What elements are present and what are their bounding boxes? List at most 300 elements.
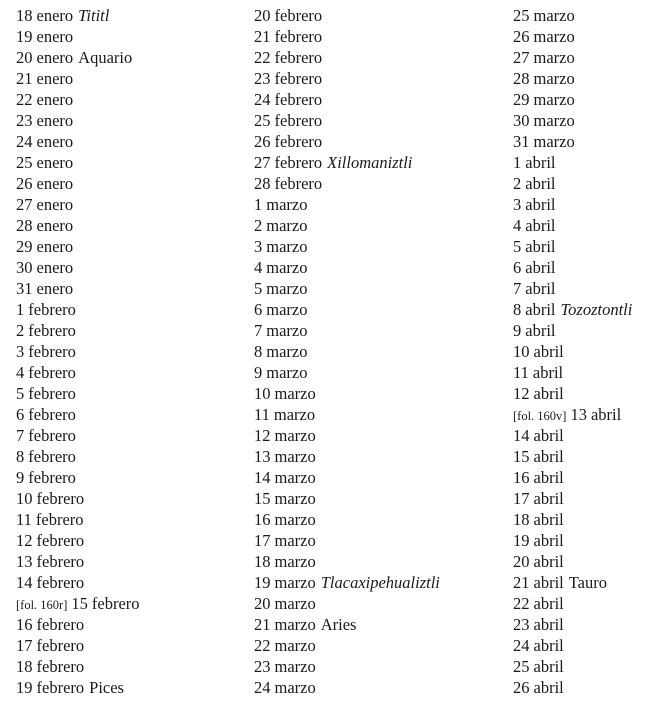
entry-day: 28 xyxy=(16,216,33,235)
entry-day: 8 xyxy=(16,447,25,466)
entry-day: 26 xyxy=(254,132,271,151)
entry-month: marzo xyxy=(266,216,308,235)
entry-day: 30 xyxy=(513,111,530,130)
calendar-column-1 xyxy=(16,5,140,698)
entry-day: 15 xyxy=(254,489,271,508)
entry-month: febrero xyxy=(274,174,323,193)
calendar-entry xyxy=(254,614,440,635)
calendar-entry xyxy=(513,215,632,236)
entry-month: febrero xyxy=(274,69,323,88)
entry-day: 5 xyxy=(513,237,522,256)
entry-month: marzo xyxy=(266,195,308,214)
calendar-entry xyxy=(513,194,632,215)
calendar-entry xyxy=(16,5,140,26)
calendar-entry xyxy=(513,446,632,467)
entry-day: 23 xyxy=(254,69,271,88)
entry-day: 20 xyxy=(254,6,271,25)
calendar-entry xyxy=(254,488,440,509)
entry-day: 6 xyxy=(16,405,25,424)
entry-day: 12 xyxy=(254,426,271,445)
feast-name: Tlacaxipehualiztli xyxy=(320,573,440,592)
entry-day: 20 xyxy=(16,48,33,67)
entry-day: 7 xyxy=(513,279,522,298)
calendar-entry xyxy=(16,425,140,446)
calendar-entry xyxy=(513,173,632,194)
entry-month: marzo xyxy=(533,69,575,88)
entry-day: 2 xyxy=(254,216,263,235)
entry-month: febrero xyxy=(35,510,84,529)
entry-day: 19 xyxy=(254,573,271,592)
calendar-entry xyxy=(16,278,140,299)
entry-day: 18 xyxy=(16,6,33,25)
calendar-entry xyxy=(16,614,140,635)
entry-month: febrero xyxy=(28,300,76,319)
entry-day: 25 xyxy=(16,153,33,172)
calendar-entry xyxy=(254,5,440,26)
calendar-entry xyxy=(254,215,440,236)
entry-day: 10 xyxy=(16,489,33,508)
entry-month: abril xyxy=(525,321,556,340)
entry-month: marzo xyxy=(274,447,316,466)
calendar-entry xyxy=(513,509,632,530)
entry-day: 14 xyxy=(513,426,530,445)
feast-name: Xillomaniztli xyxy=(327,153,413,172)
entry-month: febrero xyxy=(274,90,323,109)
entry-day: 25 xyxy=(513,6,530,25)
calendar-entry xyxy=(254,635,440,656)
entry-day: 4 xyxy=(513,216,522,235)
zodiac-sign: Pices xyxy=(89,678,124,697)
entry-day: 25 xyxy=(513,657,530,676)
entry-day: 10 xyxy=(513,342,530,361)
calendar-entry xyxy=(513,404,632,425)
entry-month: enero xyxy=(36,258,74,277)
entry-day: 19 xyxy=(16,27,33,46)
calendar-entry xyxy=(16,194,140,215)
calendar-entry xyxy=(254,509,440,530)
entry-day: 14 xyxy=(16,573,33,592)
calendar-entry xyxy=(254,89,440,110)
entry-month: febrero xyxy=(28,384,76,403)
calendar-entry xyxy=(513,425,632,446)
entry-day: 17 xyxy=(513,489,530,508)
entry-day: 1 xyxy=(16,300,25,319)
entry-month: abril xyxy=(525,195,556,214)
calendar-entry xyxy=(16,320,140,341)
entry-day: 4 xyxy=(16,363,25,382)
calendar-entry xyxy=(254,152,440,173)
calendar-entry xyxy=(254,110,440,131)
calendar-entry xyxy=(513,68,632,89)
entry-day: 26 xyxy=(513,27,530,46)
entry-month: marzo xyxy=(274,489,316,508)
entry-day: 2 xyxy=(513,174,522,193)
entry-month: abril xyxy=(525,174,556,193)
entry-day: 13 xyxy=(254,447,271,466)
calendar-entry xyxy=(254,467,440,488)
calendar-entry xyxy=(513,614,632,635)
entry-day: 12 xyxy=(16,531,33,550)
entry-day: 4 xyxy=(254,258,263,277)
entry-month: febrero xyxy=(274,27,323,46)
entry-month: marzo xyxy=(266,321,308,340)
calendar-entry xyxy=(254,572,440,593)
entry-day: 21 xyxy=(254,615,271,634)
entry-day: 30 xyxy=(16,258,33,277)
calendar-entry xyxy=(16,572,140,593)
calendar-entry xyxy=(16,467,140,488)
entry-month: marzo xyxy=(274,657,316,676)
calendar-entry xyxy=(16,236,140,257)
entry-month: febrero xyxy=(274,6,323,25)
entry-day: 2 xyxy=(16,321,25,340)
entry-day: 23 xyxy=(16,111,33,130)
entry-month: febrero xyxy=(28,447,76,466)
calendar-entry xyxy=(254,383,440,404)
calendar-entry xyxy=(513,383,632,404)
zodiac-sign: Tauro xyxy=(568,573,607,592)
calendar-entry xyxy=(513,362,632,383)
calendar-entry xyxy=(16,131,140,152)
entry-day: 9 xyxy=(16,468,25,487)
entry-month: febrero xyxy=(28,342,76,361)
calendar-entry xyxy=(16,656,140,677)
entry-day: 9 xyxy=(513,321,522,340)
entry-day: 8 xyxy=(254,342,263,361)
calendar-entry xyxy=(254,320,440,341)
entry-month: febrero xyxy=(274,132,323,151)
entry-month: enero xyxy=(36,237,74,256)
entry-day: 24 xyxy=(254,678,271,697)
entry-month: enero xyxy=(36,69,74,88)
entry-month: febrero xyxy=(36,657,85,676)
entry-month: marzo xyxy=(266,363,308,382)
entry-month: marzo xyxy=(274,636,316,655)
entry-month: febrero xyxy=(28,468,76,487)
entry-month: abril xyxy=(533,594,564,613)
calendar-entry xyxy=(513,257,632,278)
entry-day: 3 xyxy=(254,237,263,256)
entry-month: enero xyxy=(36,48,74,67)
entry-day: 1 xyxy=(513,153,522,172)
calendar-entry xyxy=(254,26,440,47)
entry-day: 13 xyxy=(570,405,587,424)
calendar-entry xyxy=(254,656,440,677)
calendar-entry xyxy=(513,551,632,572)
entry-day: 1 xyxy=(254,195,263,214)
calendar-entry xyxy=(16,173,140,194)
entry-month: febrero xyxy=(36,573,85,592)
entry-day: 17 xyxy=(16,636,33,655)
entry-day: 29 xyxy=(16,237,33,256)
entry-month: marzo xyxy=(274,531,316,550)
entry-month: abril xyxy=(533,342,564,361)
entry-day: 27 xyxy=(513,48,530,67)
entry-day: 16 xyxy=(16,615,33,634)
calendar-entry xyxy=(16,593,140,614)
calendar-entry xyxy=(513,572,632,593)
calendar-entry xyxy=(513,131,632,152)
calendar-entry xyxy=(254,131,440,152)
calendar-entry xyxy=(16,68,140,89)
entry-day: 3 xyxy=(16,342,25,361)
entry-month: febrero xyxy=(28,363,76,382)
entry-day: 17 xyxy=(254,531,271,550)
entry-month: marzo xyxy=(274,594,316,613)
entry-day: 13 xyxy=(16,552,33,571)
calendar-entry xyxy=(16,383,140,404)
entry-day: 18 xyxy=(254,552,271,571)
calendar-entry xyxy=(16,215,140,236)
entry-month: abril xyxy=(533,489,564,508)
entry-month: enero xyxy=(36,27,74,46)
entry-month: febrero xyxy=(36,552,85,571)
entry-day: 28 xyxy=(513,69,530,88)
entry-month: marzo xyxy=(274,573,316,592)
entry-day: 12 xyxy=(513,384,530,403)
calendar-entry xyxy=(16,635,140,656)
calendar-entry xyxy=(16,446,140,467)
entry-day: 15 xyxy=(513,447,530,466)
entry-day: 5 xyxy=(16,384,25,403)
entry-day: 6 xyxy=(254,300,263,319)
calendar-entry xyxy=(513,341,632,362)
entry-month: febrero xyxy=(274,111,323,130)
entry-month: abril xyxy=(525,237,556,256)
entry-month: abril xyxy=(525,300,556,319)
entry-day: 10 xyxy=(254,384,271,403)
entry-month: enero xyxy=(36,111,74,130)
calendar-entry xyxy=(16,152,140,173)
calendar-entry xyxy=(513,530,632,551)
entry-month: febrero xyxy=(28,405,76,424)
entry-day: 5 xyxy=(254,279,263,298)
entry-day: 27 xyxy=(254,153,271,172)
entry-month: enero xyxy=(36,90,74,109)
entry-day: 7 xyxy=(16,426,25,445)
entry-month: marzo xyxy=(533,132,575,151)
entry-month: febrero xyxy=(28,426,76,445)
calendar-entry xyxy=(16,509,140,530)
entry-month: abril xyxy=(525,216,556,235)
entry-month: febrero xyxy=(36,636,85,655)
entry-day: 22 xyxy=(254,636,271,655)
entry-month: marzo xyxy=(266,300,308,319)
entry-day: 21 xyxy=(254,27,271,46)
entry-month: abril xyxy=(532,363,564,382)
folio-marker: [fol. 160v] xyxy=(513,409,567,423)
calendar-entry xyxy=(16,341,140,362)
calendar-entry xyxy=(254,278,440,299)
entry-day: 16 xyxy=(254,510,271,529)
calendar-entry xyxy=(16,26,140,47)
entry-month: marzo xyxy=(533,90,575,109)
entry-month: abril xyxy=(533,384,564,403)
calendar-entry xyxy=(513,488,632,509)
entry-month: febrero xyxy=(91,594,140,613)
folio-marker: [fol. 160r] xyxy=(16,598,68,612)
calendar-entry xyxy=(254,593,440,614)
entry-month: febrero xyxy=(36,531,85,550)
entry-day: 29 xyxy=(513,90,530,109)
entry-day: 16 xyxy=(513,468,530,487)
entry-day: 3 xyxy=(513,195,522,214)
entry-month: enero xyxy=(36,132,74,151)
entry-month: marzo xyxy=(274,678,316,697)
entry-month: febrero xyxy=(274,153,323,172)
entry-month: marzo xyxy=(266,342,308,361)
entry-month: enero xyxy=(36,279,74,298)
calendar-entry xyxy=(254,194,440,215)
entry-month: febrero xyxy=(274,48,323,67)
calendar-entry xyxy=(513,5,632,26)
entry-month: marzo xyxy=(266,279,308,298)
entry-month: abril xyxy=(533,636,564,655)
entry-day: 21 xyxy=(513,573,530,592)
entry-day: 19 xyxy=(16,678,33,697)
calendar-entry xyxy=(16,677,140,698)
calendar-entry xyxy=(16,404,140,425)
entry-day: 8 xyxy=(513,300,522,319)
entry-day: 11 xyxy=(513,363,529,382)
calendar-entry xyxy=(254,257,440,278)
calendar-entry xyxy=(513,47,632,68)
entry-month: marzo xyxy=(274,468,316,487)
calendar-entry xyxy=(16,299,140,320)
entry-month: abril xyxy=(533,426,564,445)
entry-day: 20 xyxy=(254,594,271,613)
entry-day: 31 xyxy=(16,279,33,298)
calendar-entry xyxy=(513,635,632,656)
entry-month: enero xyxy=(36,195,74,214)
entry-month: abril xyxy=(525,258,556,277)
entry-day: 20 xyxy=(513,552,530,571)
entry-day: 22 xyxy=(513,594,530,613)
entry-day: 26 xyxy=(513,678,530,697)
entry-month: marzo xyxy=(533,27,575,46)
calendar-entry xyxy=(254,68,440,89)
calendar-entry xyxy=(16,110,140,131)
entry-day: 7 xyxy=(254,321,263,340)
calendar-entry xyxy=(254,341,440,362)
entry-month: febrero xyxy=(36,678,85,697)
calendar-entry xyxy=(513,278,632,299)
entry-day: 9 xyxy=(254,363,263,382)
calendar-entry xyxy=(513,299,632,320)
entry-month: enero xyxy=(36,216,74,235)
entry-month: febrero xyxy=(36,489,85,508)
zodiac-sign: Aries xyxy=(320,615,357,634)
entry-month: abril xyxy=(533,510,564,529)
entry-month: abril xyxy=(533,657,564,676)
entry-day: 6 xyxy=(513,258,522,277)
entry-month: marzo xyxy=(274,426,316,445)
calendar-entry xyxy=(513,236,632,257)
calendar-entry xyxy=(254,530,440,551)
entry-month: marzo xyxy=(533,6,575,25)
calendar-entry xyxy=(254,173,440,194)
entry-day: 11 xyxy=(254,405,270,424)
calendar-entry xyxy=(254,425,440,446)
calendar-entry xyxy=(513,89,632,110)
entry-day: 21 xyxy=(16,69,33,88)
entry-day: 23 xyxy=(254,657,271,676)
calendar-entry xyxy=(254,404,440,425)
entry-month: marzo xyxy=(266,258,308,277)
calendar-entry xyxy=(513,593,632,614)
entry-day: 27 xyxy=(16,195,33,214)
entry-month: abril xyxy=(533,678,564,697)
entry-day: 18 xyxy=(513,510,530,529)
entry-day: 14 xyxy=(254,468,271,487)
calendar-column-3 xyxy=(513,5,632,698)
entry-day: 11 xyxy=(16,510,32,529)
entry-month: marzo xyxy=(273,405,316,424)
calendar-entry xyxy=(16,257,140,278)
calendar-entry xyxy=(513,152,632,173)
calendar-entry xyxy=(16,551,140,572)
entry-month: enero xyxy=(36,6,74,25)
calendar-entry xyxy=(513,26,632,47)
entry-month: abril xyxy=(525,153,556,172)
entry-day: 31 xyxy=(513,132,530,151)
feast-name: Tozoztontli xyxy=(560,300,633,319)
entry-day: 24 xyxy=(254,90,271,109)
calendar-entry xyxy=(513,110,632,131)
entry-month: marzo xyxy=(274,615,316,634)
calendar-entry xyxy=(254,677,440,698)
calendar-entry xyxy=(254,446,440,467)
zodiac-sign: Aquario xyxy=(78,48,133,67)
entry-month: abril xyxy=(533,531,564,550)
entry-day: 28 xyxy=(254,174,271,193)
entry-month: enero xyxy=(36,153,74,172)
entry-month: enero xyxy=(36,174,74,193)
entry-month: marzo xyxy=(533,48,575,67)
entry-day: 19 xyxy=(513,531,530,550)
calendar-entry xyxy=(254,236,440,257)
calendar-entry xyxy=(16,488,140,509)
calendar-entry xyxy=(16,530,140,551)
calendar-entry xyxy=(254,551,440,572)
entry-day: 22 xyxy=(16,90,33,109)
entry-month: febrero xyxy=(36,615,85,634)
entry-day: 22 xyxy=(254,48,271,67)
calendar-entry xyxy=(16,89,140,110)
entry-day: 15 xyxy=(71,594,88,613)
entry-month: abril xyxy=(590,405,622,424)
entry-day: 18 xyxy=(16,657,33,676)
entry-day: 24 xyxy=(16,132,33,151)
calendar-entry xyxy=(254,47,440,68)
entry-month: marzo xyxy=(533,111,575,130)
entry-month: abril xyxy=(533,552,564,571)
entry-month: abril xyxy=(533,615,564,634)
calendar-column-2 xyxy=(254,5,440,698)
entry-day: 25 xyxy=(254,111,271,130)
calendar-entry xyxy=(16,362,140,383)
calendar-entry xyxy=(513,467,632,488)
calendar-entry xyxy=(513,320,632,341)
entry-day: 24 xyxy=(513,636,530,655)
entry-month: abril xyxy=(533,573,564,592)
feast-name: Tititl xyxy=(78,6,110,25)
entry-day: 23 xyxy=(513,615,530,634)
entry-day: 26 xyxy=(16,174,33,193)
calendar-entry xyxy=(513,677,632,698)
entry-month: abril xyxy=(533,447,564,466)
calendar-entry xyxy=(254,299,440,320)
